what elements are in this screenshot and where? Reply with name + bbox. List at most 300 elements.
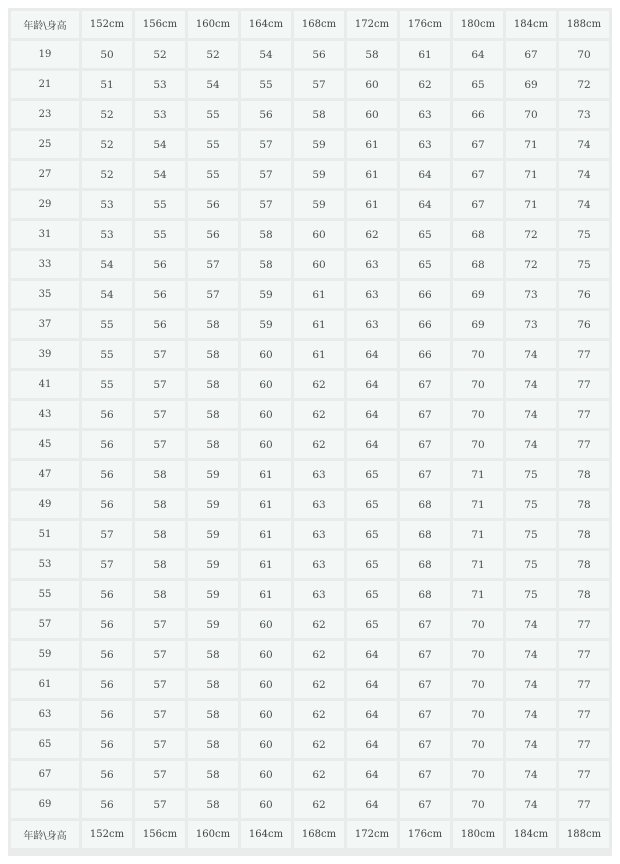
weight-cell: 57	[135, 761, 185, 788]
weight-cell: 66	[400, 311, 450, 338]
weight-cell: 54	[82, 251, 132, 278]
weight-cell: 65	[347, 581, 397, 608]
weight-cell: 60	[241, 701, 291, 728]
weight-cell: 66	[453, 101, 503, 128]
weight-cell: 53	[135, 71, 185, 98]
age-cell: 63	[11, 701, 79, 728]
weight-cell: 64	[347, 431, 397, 458]
table-row	[11, 221, 609, 248]
weight-cell: 60	[241, 791, 291, 818]
age-cell: 25	[11, 131, 79, 158]
weight-cell: 71	[506, 191, 556, 218]
weight-cell: 62	[294, 371, 344, 398]
weight-cell: 65	[347, 611, 397, 638]
weight-cell: 68	[400, 491, 450, 518]
weight-cell: 70	[453, 701, 503, 728]
weight-cell: 61	[241, 491, 291, 518]
weight-cell: 58	[188, 701, 238, 728]
weight-cell: 52	[188, 41, 238, 68]
table-row	[11, 341, 609, 368]
age-cell: 41	[11, 371, 79, 398]
weight-cell: 74	[506, 671, 556, 698]
weight-cell: 70	[453, 371, 503, 398]
weight-cell: 71	[453, 551, 503, 578]
table-row	[11, 131, 609, 158]
weight-cell: 61	[241, 521, 291, 548]
weight-cell: 59	[188, 581, 238, 608]
weight-cell: 63	[400, 131, 450, 158]
weight-cell: 74	[506, 431, 556, 458]
weight-cell: 60	[241, 371, 291, 398]
footer-cell: 180cm	[453, 821, 503, 848]
weight-cell: 61	[347, 161, 397, 188]
weight-cell: 56	[135, 251, 185, 278]
weight-cell: 67	[400, 761, 450, 788]
weight-cell: 64	[347, 671, 397, 698]
weight-cell: 63	[294, 581, 344, 608]
weight-cell: 69	[506, 71, 556, 98]
weight-cell: 74	[506, 611, 556, 638]
weight-reference-sheet	[8, 8, 612, 856]
weight-cell: 59	[294, 131, 344, 158]
weight-cell: 58	[188, 311, 238, 338]
weight-cell: 59	[188, 611, 238, 638]
weight-cell: 69	[453, 281, 503, 308]
table-row	[11, 641, 609, 668]
age-cell: 31	[11, 221, 79, 248]
weight-cell: 58	[188, 731, 238, 758]
age-height-weight-table	[8, 8, 612, 851]
weight-cell: 55	[135, 221, 185, 248]
weight-cell: 58	[135, 521, 185, 548]
weight-cell: 56	[82, 791, 132, 818]
weight-cell: 57	[241, 131, 291, 158]
weight-cell: 57	[135, 641, 185, 668]
weight-cell: 75	[506, 551, 556, 578]
weight-cell: 57	[294, 71, 344, 98]
weight-cell: 69	[453, 311, 503, 338]
weight-cell: 54	[135, 161, 185, 188]
weight-cell: 61	[294, 281, 344, 308]
weight-cell: 73	[559, 101, 609, 128]
weight-cell: 76	[559, 281, 609, 308]
weight-cell: 57	[135, 341, 185, 368]
weight-cell: 68	[400, 581, 450, 608]
age-cell: 59	[11, 641, 79, 668]
weight-cell: 64	[347, 371, 397, 398]
footer-cell: 160cm	[188, 821, 238, 848]
weight-cell: 54	[241, 41, 291, 68]
weight-cell: 57	[241, 191, 291, 218]
weight-cell: 58	[188, 761, 238, 788]
weight-cell: 58	[188, 401, 238, 428]
weight-cell: 58	[188, 341, 238, 368]
weight-cell: 56	[135, 281, 185, 308]
weight-cell: 70	[453, 611, 503, 638]
weight-cell: 70	[506, 101, 556, 128]
weight-cell: 59	[241, 311, 291, 338]
weight-cell: 63	[294, 521, 344, 548]
weight-cell: 60	[294, 221, 344, 248]
weight-cell: 61	[347, 131, 397, 158]
table-row	[11, 701, 609, 728]
weight-cell: 67	[400, 671, 450, 698]
footer-cell: 188cm	[559, 821, 609, 848]
weight-cell: 63	[400, 101, 450, 128]
age-cell: 23	[11, 101, 79, 128]
weight-cell: 55	[82, 371, 132, 398]
weight-cell: 58	[135, 461, 185, 488]
weight-cell: 60	[241, 731, 291, 758]
weight-cell: 54	[188, 71, 238, 98]
table-row	[11, 101, 609, 128]
weight-cell: 57	[135, 371, 185, 398]
weight-cell: 56	[82, 491, 132, 518]
weight-cell: 67	[400, 401, 450, 428]
weight-cell: 56	[82, 761, 132, 788]
weight-cell: 56	[188, 191, 238, 218]
age-cell: 47	[11, 461, 79, 488]
weight-cell: 75	[559, 251, 609, 278]
weight-cell: 55	[188, 131, 238, 158]
weight-cell: 64	[400, 161, 450, 188]
weight-cell: 73	[506, 311, 556, 338]
weight-cell: 56	[135, 311, 185, 338]
weight-cell: 70	[453, 401, 503, 428]
weight-cell: 64	[347, 791, 397, 818]
weight-cell: 58	[188, 671, 238, 698]
weight-cell: 65	[453, 71, 503, 98]
weight-cell: 53	[82, 191, 132, 218]
weight-cell: 78	[559, 581, 609, 608]
weight-cell: 71	[453, 521, 503, 548]
weight-cell: 76	[559, 311, 609, 338]
table-row	[11, 191, 609, 218]
age-cell: 53	[11, 551, 79, 578]
weight-cell: 64	[347, 401, 397, 428]
weight-cell: 67	[453, 161, 503, 188]
weight-cell: 74	[559, 131, 609, 158]
weight-cell: 56	[241, 101, 291, 128]
weight-cell: 77	[559, 671, 609, 698]
table-row	[11, 161, 609, 188]
weight-cell: 62	[294, 611, 344, 638]
weight-cell: 54	[82, 281, 132, 308]
weight-cell: 62	[294, 731, 344, 758]
weight-cell: 54	[135, 131, 185, 158]
weight-cell: 60	[241, 671, 291, 698]
weight-cell: 53	[82, 221, 132, 248]
weight-cell: 52	[82, 101, 132, 128]
footer-cell: 184cm	[506, 821, 556, 848]
weight-cell: 77	[559, 371, 609, 398]
age-cell: 69	[11, 791, 79, 818]
weight-cell: 61	[241, 581, 291, 608]
footer-cell: 168cm	[294, 821, 344, 848]
weight-cell: 63	[294, 461, 344, 488]
weight-cell: 58	[241, 221, 291, 248]
header-cell: 156cm	[135, 11, 185, 38]
weight-cell: 63	[347, 311, 397, 338]
weight-cell: 60	[241, 341, 291, 368]
weight-cell: 64	[453, 41, 503, 68]
weight-cell: 63	[294, 551, 344, 578]
weight-cell: 68	[400, 521, 450, 548]
table-row	[11, 401, 609, 428]
age-cell: 39	[11, 341, 79, 368]
weight-cell: 77	[559, 611, 609, 638]
weight-cell: 64	[347, 701, 397, 728]
weight-cell: 52	[82, 161, 132, 188]
age-cell: 55	[11, 581, 79, 608]
weight-cell: 65	[400, 221, 450, 248]
table-body	[11, 41, 609, 818]
table-row	[11, 791, 609, 818]
weight-cell: 70	[453, 731, 503, 758]
weight-cell: 61	[347, 191, 397, 218]
weight-cell: 64	[400, 191, 450, 218]
weight-cell: 78	[559, 551, 609, 578]
age-cell: 35	[11, 281, 79, 308]
weight-cell: 72	[506, 251, 556, 278]
weight-cell: 59	[188, 521, 238, 548]
weight-cell: 61	[294, 311, 344, 338]
weight-cell: 59	[294, 191, 344, 218]
weight-cell: 70	[453, 671, 503, 698]
weight-cell: 57	[135, 671, 185, 698]
weight-cell: 70	[559, 41, 609, 68]
header-cell: 176cm	[400, 11, 450, 38]
weight-cell: 65	[347, 461, 397, 488]
weight-cell: 52	[82, 131, 132, 158]
weight-cell: 59	[294, 161, 344, 188]
weight-cell: 59	[241, 281, 291, 308]
weight-cell: 56	[82, 611, 132, 638]
weight-cell: 56	[188, 221, 238, 248]
weight-cell: 58	[188, 431, 238, 458]
weight-cell: 71	[453, 581, 503, 608]
table-row	[11, 611, 609, 638]
weight-cell: 60	[347, 71, 397, 98]
weight-cell: 75	[506, 521, 556, 548]
weight-cell: 57	[135, 431, 185, 458]
weight-cell: 60	[241, 611, 291, 638]
weight-cell: 74	[559, 161, 609, 188]
age-cell: 45	[11, 431, 79, 458]
weight-cell: 66	[400, 341, 450, 368]
weight-cell: 62	[347, 221, 397, 248]
age-cell: 27	[11, 161, 79, 188]
header-cell: 168cm	[294, 11, 344, 38]
age-cell: 33	[11, 251, 79, 278]
table-row	[11, 281, 609, 308]
weight-cell: 77	[559, 641, 609, 668]
weight-cell: 55	[188, 101, 238, 128]
weight-cell: 60	[294, 251, 344, 278]
weight-cell: 77	[559, 731, 609, 758]
weight-cell: 67	[453, 191, 503, 218]
age-cell: 37	[11, 311, 79, 338]
age-cell: 29	[11, 191, 79, 218]
weight-cell: 77	[559, 401, 609, 428]
weight-cell: 58	[188, 791, 238, 818]
weight-cell: 63	[294, 491, 344, 518]
weight-cell: 56	[82, 581, 132, 608]
weight-cell: 58	[188, 641, 238, 668]
weight-cell: 62	[294, 401, 344, 428]
weight-cell: 68	[400, 551, 450, 578]
weight-cell: 65	[347, 491, 397, 518]
weight-cell: 74	[559, 191, 609, 218]
weight-cell: 78	[559, 521, 609, 548]
weight-cell: 64	[347, 761, 397, 788]
weight-cell: 77	[559, 701, 609, 728]
weight-cell: 71	[506, 161, 556, 188]
weight-cell: 70	[453, 341, 503, 368]
weight-cell: 60	[241, 431, 291, 458]
weight-cell: 57	[135, 611, 185, 638]
weight-cell: 61	[294, 341, 344, 368]
header-cell: 172cm	[347, 11, 397, 38]
footer-cell: 156cm	[135, 821, 185, 848]
weight-cell: 65	[347, 551, 397, 578]
header-cell: 164cm	[241, 11, 291, 38]
header-cell: 年龄\身高	[11, 11, 79, 38]
weight-cell: 56	[82, 701, 132, 728]
weight-cell: 65	[347, 521, 397, 548]
table-row	[11, 761, 609, 788]
weight-cell: 51	[82, 71, 132, 98]
age-cell: 49	[11, 491, 79, 518]
weight-cell: 56	[82, 731, 132, 758]
weight-cell: 60	[347, 101, 397, 128]
weight-cell: 56	[82, 431, 132, 458]
weight-cell: 64	[347, 641, 397, 668]
weight-cell: 64	[347, 341, 397, 368]
weight-cell: 57	[82, 551, 132, 578]
weight-cell: 67	[400, 791, 450, 818]
weight-cell: 62	[294, 671, 344, 698]
weight-cell: 57	[241, 161, 291, 188]
footer-cell: 176cm	[400, 821, 450, 848]
weight-cell: 70	[453, 791, 503, 818]
weight-cell: 57	[135, 701, 185, 728]
weight-cell: 64	[347, 731, 397, 758]
header-cell: 160cm	[188, 11, 238, 38]
weight-cell: 57	[82, 521, 132, 548]
weight-cell: 55	[82, 311, 132, 338]
weight-cell: 57	[188, 281, 238, 308]
weight-cell: 77	[559, 341, 609, 368]
weight-cell: 70	[453, 761, 503, 788]
header-cell: 152cm	[82, 11, 132, 38]
weight-cell: 61	[241, 551, 291, 578]
age-cell: 19	[11, 41, 79, 68]
weight-cell: 74	[506, 641, 556, 668]
footer-cell: 152cm	[82, 821, 132, 848]
table-row	[11, 461, 609, 488]
weight-cell: 55	[188, 161, 238, 188]
table-row	[11, 251, 609, 278]
weight-cell: 58	[347, 41, 397, 68]
weight-cell: 67	[400, 611, 450, 638]
weight-cell: 62	[294, 791, 344, 818]
weight-cell: 66	[400, 281, 450, 308]
weight-cell: 58	[241, 251, 291, 278]
weight-cell: 56	[82, 401, 132, 428]
weight-cell: 75	[506, 461, 556, 488]
weight-cell: 55	[82, 341, 132, 368]
weight-cell: 71	[506, 131, 556, 158]
weight-cell: 58	[135, 491, 185, 518]
weight-cell: 73	[506, 281, 556, 308]
weight-cell: 61	[400, 41, 450, 68]
weight-cell: 50	[82, 41, 132, 68]
weight-cell: 56	[294, 41, 344, 68]
weight-cell: 67	[453, 131, 503, 158]
weight-cell: 72	[559, 71, 609, 98]
weight-cell: 70	[453, 431, 503, 458]
footer-cell: 年龄\身高	[11, 821, 79, 848]
table-row	[11, 581, 609, 608]
weight-cell: 60	[241, 401, 291, 428]
table-row	[11, 731, 609, 758]
weight-cell: 77	[559, 791, 609, 818]
weight-cell: 55	[241, 71, 291, 98]
age-cell: 61	[11, 671, 79, 698]
table-row	[11, 551, 609, 578]
age-cell: 65	[11, 731, 79, 758]
footer-cell: 164cm	[241, 821, 291, 848]
header-cell: 188cm	[559, 11, 609, 38]
weight-cell: 62	[400, 71, 450, 98]
weight-cell: 74	[506, 731, 556, 758]
weight-cell: 56	[82, 671, 132, 698]
weight-cell: 61	[241, 461, 291, 488]
table-row	[11, 671, 609, 698]
weight-cell: 57	[135, 731, 185, 758]
weight-cell: 60	[241, 761, 291, 788]
age-cell: 57	[11, 611, 79, 638]
age-cell: 67	[11, 761, 79, 788]
weight-cell: 57	[135, 401, 185, 428]
weight-cell: 58	[135, 551, 185, 578]
weight-cell: 77	[559, 431, 609, 458]
header-cell: 180cm	[453, 11, 503, 38]
age-cell: 51	[11, 521, 79, 548]
weight-cell: 60	[241, 641, 291, 668]
weight-cell: 70	[453, 641, 503, 668]
header-cell: 184cm	[506, 11, 556, 38]
weight-cell: 67	[400, 731, 450, 758]
header-row	[11, 11, 609, 38]
weight-cell: 74	[506, 401, 556, 428]
weight-cell: 62	[294, 641, 344, 668]
weight-cell: 72	[506, 221, 556, 248]
weight-cell: 71	[453, 461, 503, 488]
weight-cell: 67	[400, 701, 450, 728]
footer-cell: 172cm	[347, 821, 397, 848]
footer-row	[11, 821, 609, 848]
table-row	[11, 491, 609, 518]
weight-cell: 74	[506, 701, 556, 728]
weight-cell: 58	[294, 101, 344, 128]
age-cell: 43	[11, 401, 79, 428]
weight-cell: 59	[188, 491, 238, 518]
age-cell: 21	[11, 71, 79, 98]
weight-cell: 52	[135, 41, 185, 68]
weight-cell: 78	[559, 491, 609, 518]
